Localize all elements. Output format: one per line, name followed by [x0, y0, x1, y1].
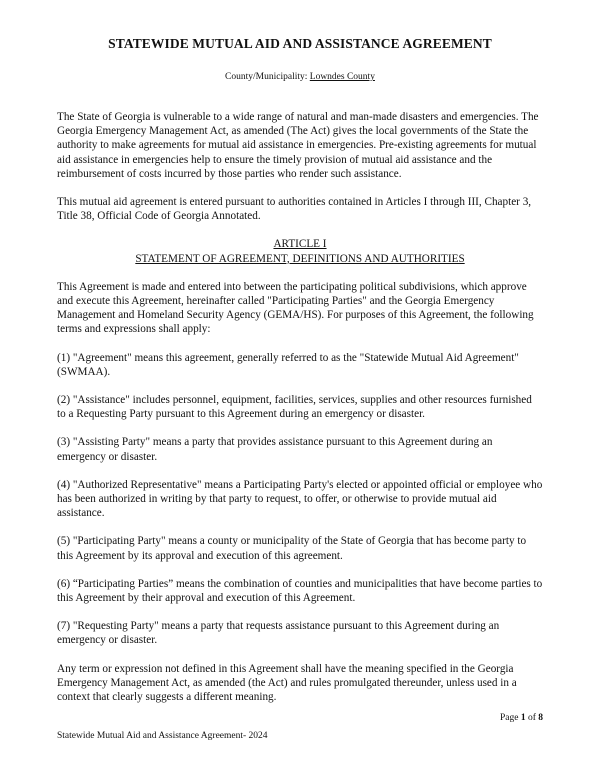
county-value: Lowndes County — [309, 72, 375, 82]
county-line — [57, 72, 543, 82]
definition-1: (1) "Agreement" means this agreement, generally referred to as the "Statewide Mutual Aid Agreement" (SWMAA). — [57, 351, 519, 378]
article-number: ARTICLE I — [273, 238, 327, 251]
article-title: STATEMENT OF AGREEMENT, DEFINITIONS AND AUTHORITIES — [135, 252, 465, 265]
definition-6: (6) “Participating Parties” means the combination of counties and municipalities that have become parties to this Agreement by their approval and execution of this Agreement. — [57, 577, 543, 605]
definition-3: (3) "Assisting Party" means a party that provides assistance pursuant to this Agreement during an emergency or disaster. — [57, 436, 493, 463]
page-number — [500, 713, 543, 723]
article-intro-paragraph: This Agreement is made and entered into between the participating political subdivisions, which approve and execute this Agreement, hereinafter called "Participating Parties" and the Georgia Emergency Management and Homeland Security Agency (GEMA/HS). For purposes of this Agreement, the following terms and expressions shall apply: — [57, 280, 534, 336]
page-of: of — [527, 713, 536, 723]
page-current: 1 — [520, 713, 526, 723]
document-title: STATEWIDE MUTUAL AID AND ASSISTANCE AGREEMENT — [108, 36, 492, 51]
intro-paragraph-1: The State of Georgia is vulnerable to a wide range of natural and man-made disasters and emergencies. The Georgia Emergency Management Act, as amended (The Act) gives the local governments of the State the authority to make agreements for mutual aid assistance in emergencies. Pre-existing agreements for mutual aid assistance in emergencies help to ensure the timely provision of mutual aid assistance and the reimbursement of costs incurred by those parties who render such assistance. — [57, 111, 539, 180]
page-total: 8 — [538, 713, 543, 723]
closing-paragraph: Any term or expression not defined in this Agreement shall have the meaning specified in the Georgia Emergency Management Act, as amended (the Act) and rules promulgated thereunder, unless used in a context that clearly suggests a different meaning. — [57, 662, 517, 704]
page-word: Page — [499, 713, 519, 723]
article-heading — [57, 237, 543, 265]
county-label: County/Municipality: — [225, 72, 308, 82]
intro-paragraph-2: This mutual aid agreement is entered pursuant to authorities contained in Articles I through III, Chapter 3, Title 38, Official Code of Georgia Annotated. — [57, 196, 532, 223]
document-body — [57, 110, 543, 718]
definition-5: (5) "Participating Party" means a county or municipality of the State of Georgia that has become party to this Agreement by its approval and execution of this agreement. — [57, 535, 527, 562]
definition-4: (4) "Authorized Representative" means a Participating Party's elected or appointed official or employee who has been authorized in writing by that party to request, to offer, or otherwise to provide mutual aid assistance. — [57, 478, 543, 520]
footer-document-name: Statewide Mutual Aid and Assistance Agreement- 2024 — [57, 731, 268, 741]
definition-7: (7) "Requesting Party" means a party that requests assistance pursuant to this Agreement during an emergency or disaster. — [57, 620, 500, 647]
definition-2: (2) "Assistance" includes personnel, equipment, facilities, services, supplies and other resources furnished to a Requesting Party pursuant to this Agreement during an emergency or disaster. — [57, 394, 532, 421]
